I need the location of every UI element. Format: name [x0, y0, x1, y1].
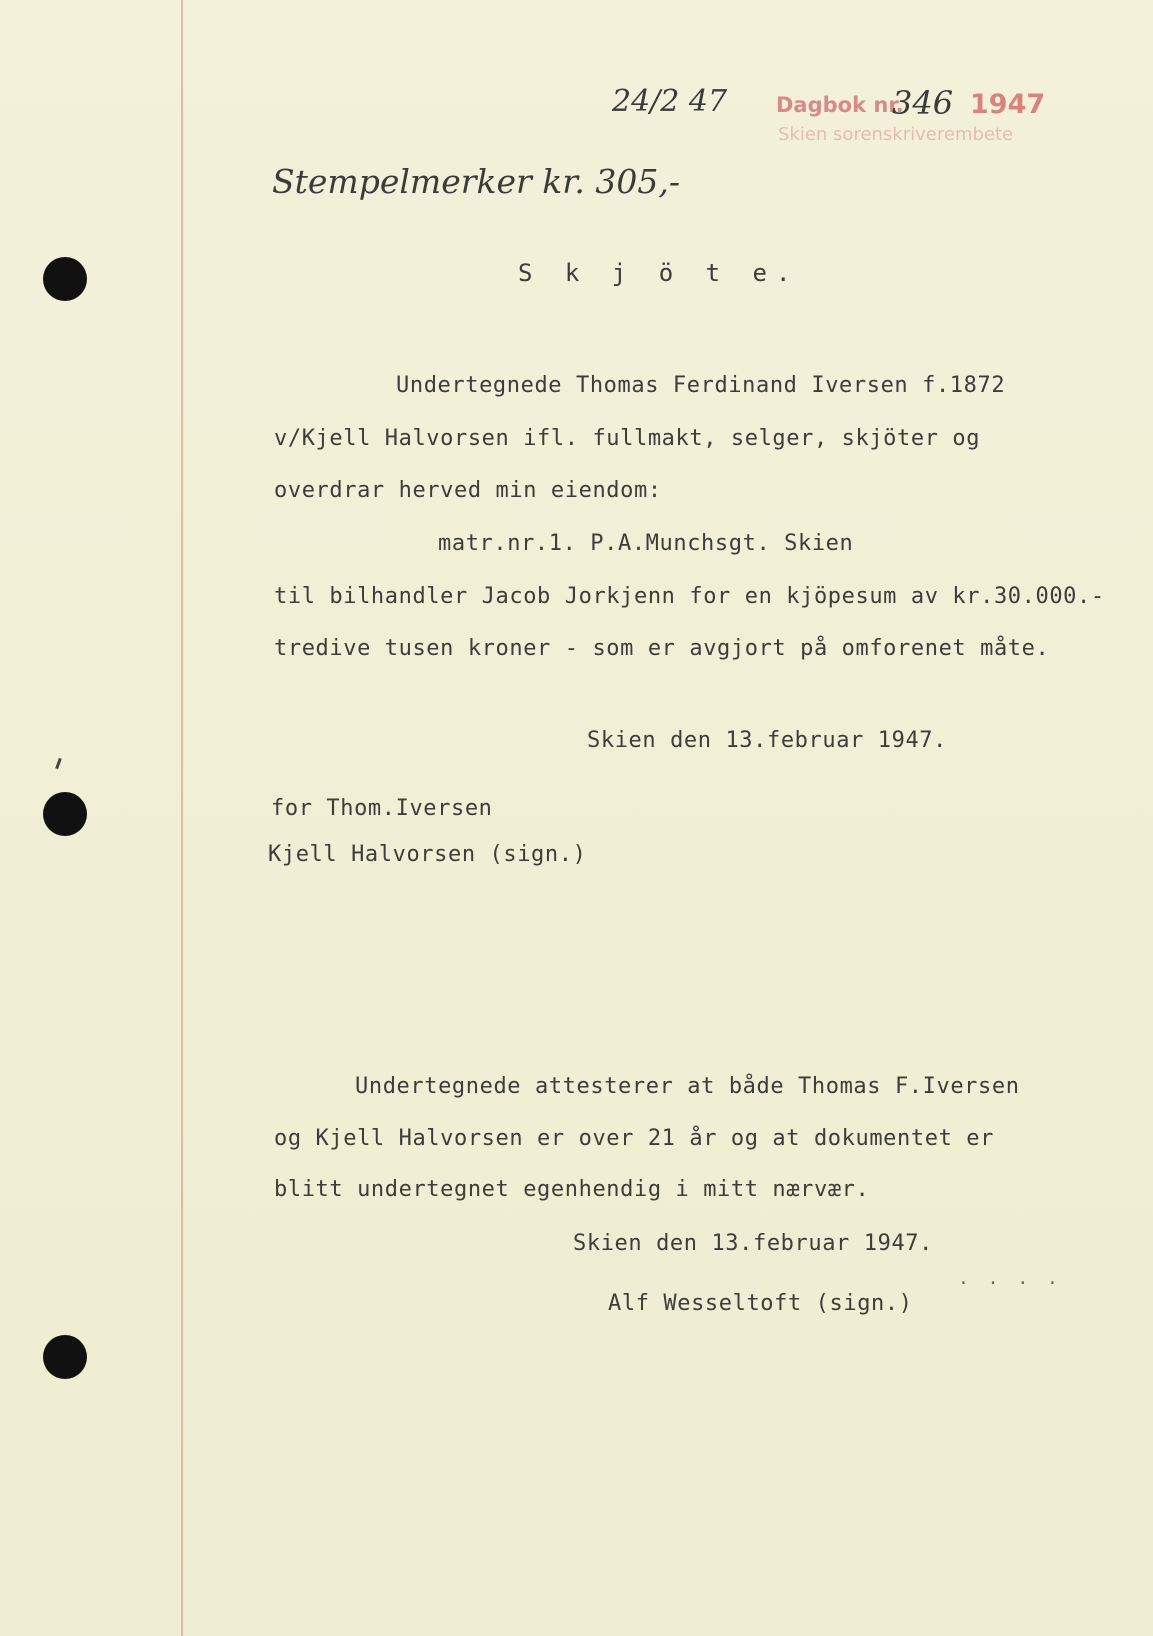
stamp-year: 1947 [970, 89, 1046, 120]
witness-signature: Alf Wesseltoft (sign.) [608, 1291, 913, 1316]
paragraph-line: tredive tusen kroner - som er avgjort på omforenet måte. [274, 636, 1050, 661]
paragraph-line: overdrar herved min eiendom: [274, 478, 662, 503]
property-line: matr.nr.1. P.A.Munchsgt. Skien [438, 531, 854, 556]
place-date: Skien den 13.februar 1947. [573, 1231, 933, 1256]
handwritten-date: 24/2 47 [612, 84, 728, 119]
document-title: S k j ö t e. [518, 259, 800, 287]
stamp-fee-note: Stempelmerker kr. 305,- [272, 162, 681, 201]
punch-hole [43, 792, 87, 836]
punch-hole [43, 257, 87, 301]
margin-line [181, 0, 183, 1636]
place-date: Skien den 13.februar 1947. [587, 728, 947, 753]
paragraph-line: Undertegnede Thomas Ferdinand Iversen f.1872 [396, 373, 1006, 398]
paragraph-line: til bilhandler Jacob Jorkjenn for en kjöpesum av kr.30.000.- [274, 584, 1105, 609]
paragraph-line: v/Kjell Halvorsen ifl. fullmakt, selger, skjöter og [274, 426, 981, 451]
stamp-number: 346 [892, 84, 954, 122]
pencil-mark [55, 758, 62, 769]
attestation-line: og Kjell Halvorsen er over 21 år og at dokumentet er [274, 1126, 994, 1151]
stamp-label: Dagbok nr. [776, 93, 904, 117]
signature-line: Kjell Halvorsen (sign.) [268, 842, 587, 867]
attestation-line: Undertegnede attesterer at både Thomas F.Iversen [355, 1074, 1020, 1099]
dotted-mark: . . . . [958, 1268, 1062, 1289]
punch-hole [43, 1335, 87, 1379]
stamp-office: Skien sorenskriverembete [778, 124, 1014, 145]
attestation-line: blitt undertegnet egenhendig i mitt nærvær. [274, 1177, 870, 1202]
signature-line: for Thom.Iversen [271, 796, 493, 821]
